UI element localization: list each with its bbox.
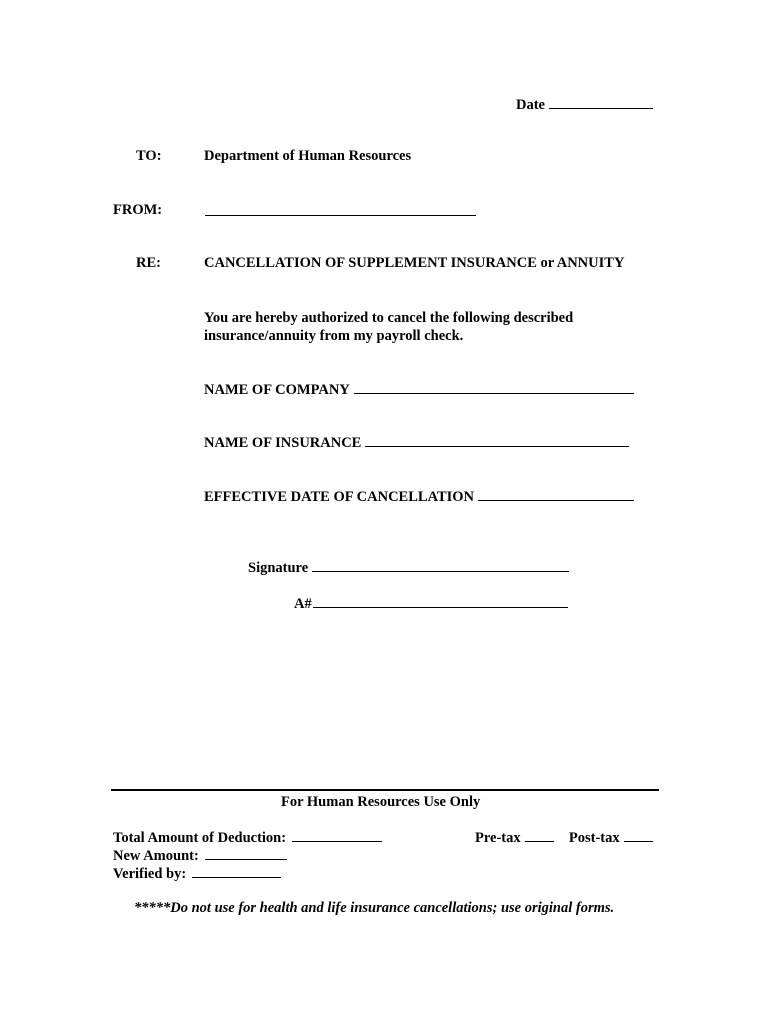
new-amount-label: New Amount:	[113, 848, 199, 864]
total-deduction-field[interactable]	[292, 828, 382, 842]
hr-section-divider	[111, 789, 659, 791]
to-label: TO:	[136, 148, 162, 164]
account-field[interactable]	[313, 594, 568, 608]
posttax-label: Post-tax	[568, 830, 620, 846]
total-deduction-line	[113, 828, 382, 847]
signature-line	[248, 558, 569, 577]
footer-note: *****Do not use for health and life insurance cancellations; use original forms.	[134, 900, 615, 916]
authorization-line-2: insurance/annuity from my payroll check.	[204, 328, 464, 344]
date-label: Date	[516, 97, 545, 113]
account-label: A#	[294, 596, 312, 612]
insurance-label: NAME OF INSURANCE	[204, 435, 362, 451]
effective-date-field[interactable]	[478, 487, 634, 501]
company-label: NAME OF COMPANY	[204, 382, 350, 398]
effective-date-label: EFFECTIVE DATE OF CANCELLATION	[204, 489, 475, 505]
insurance-line	[204, 433, 629, 452]
verified-by-field[interactable]	[192, 864, 281, 878]
date-field[interactable]	[549, 95, 653, 109]
verified-by-line	[113, 864, 281, 883]
pretax-label: Pre-tax	[475, 830, 521, 846]
new-amount-field[interactable]	[205, 846, 287, 860]
insurance-field[interactable]	[365, 433, 629, 447]
account-line	[294, 594, 568, 613]
authorization-line-1: You are hereby authorized to cancel the following described	[204, 310, 574, 326]
re-value: CANCELLATION OF SUPPLEMENT INSURANCE or ANNUITY	[204, 255, 625, 271]
company-line	[204, 380, 634, 399]
total-deduction-label: Total Amount of Deduction:	[113, 830, 287, 846]
posttax-field[interactable]	[624, 828, 653, 842]
hr-section-title: For Human Resources Use Only	[281, 794, 481, 810]
re-label: RE:	[136, 255, 161, 271]
to-value: Department of Human Resources	[204, 148, 412, 164]
company-field[interactable]	[354, 380, 634, 394]
new-amount-line	[113, 846, 287, 865]
from-line	[204, 202, 476, 221]
pretax-field[interactable]	[525, 828, 554, 842]
date-line	[516, 95, 653, 114]
signature-field[interactable]	[312, 558, 569, 572]
effective-date-line	[204, 487, 634, 506]
signature-label: Signature	[248, 560, 309, 576]
from-label: FROM:	[113, 202, 163, 218]
verified-by-label: Verified by:	[113, 866, 187, 882]
authorization-paragraph	[204, 309, 573, 345]
from-field[interactable]	[205, 202, 476, 216]
tax-line	[475, 828, 653, 847]
